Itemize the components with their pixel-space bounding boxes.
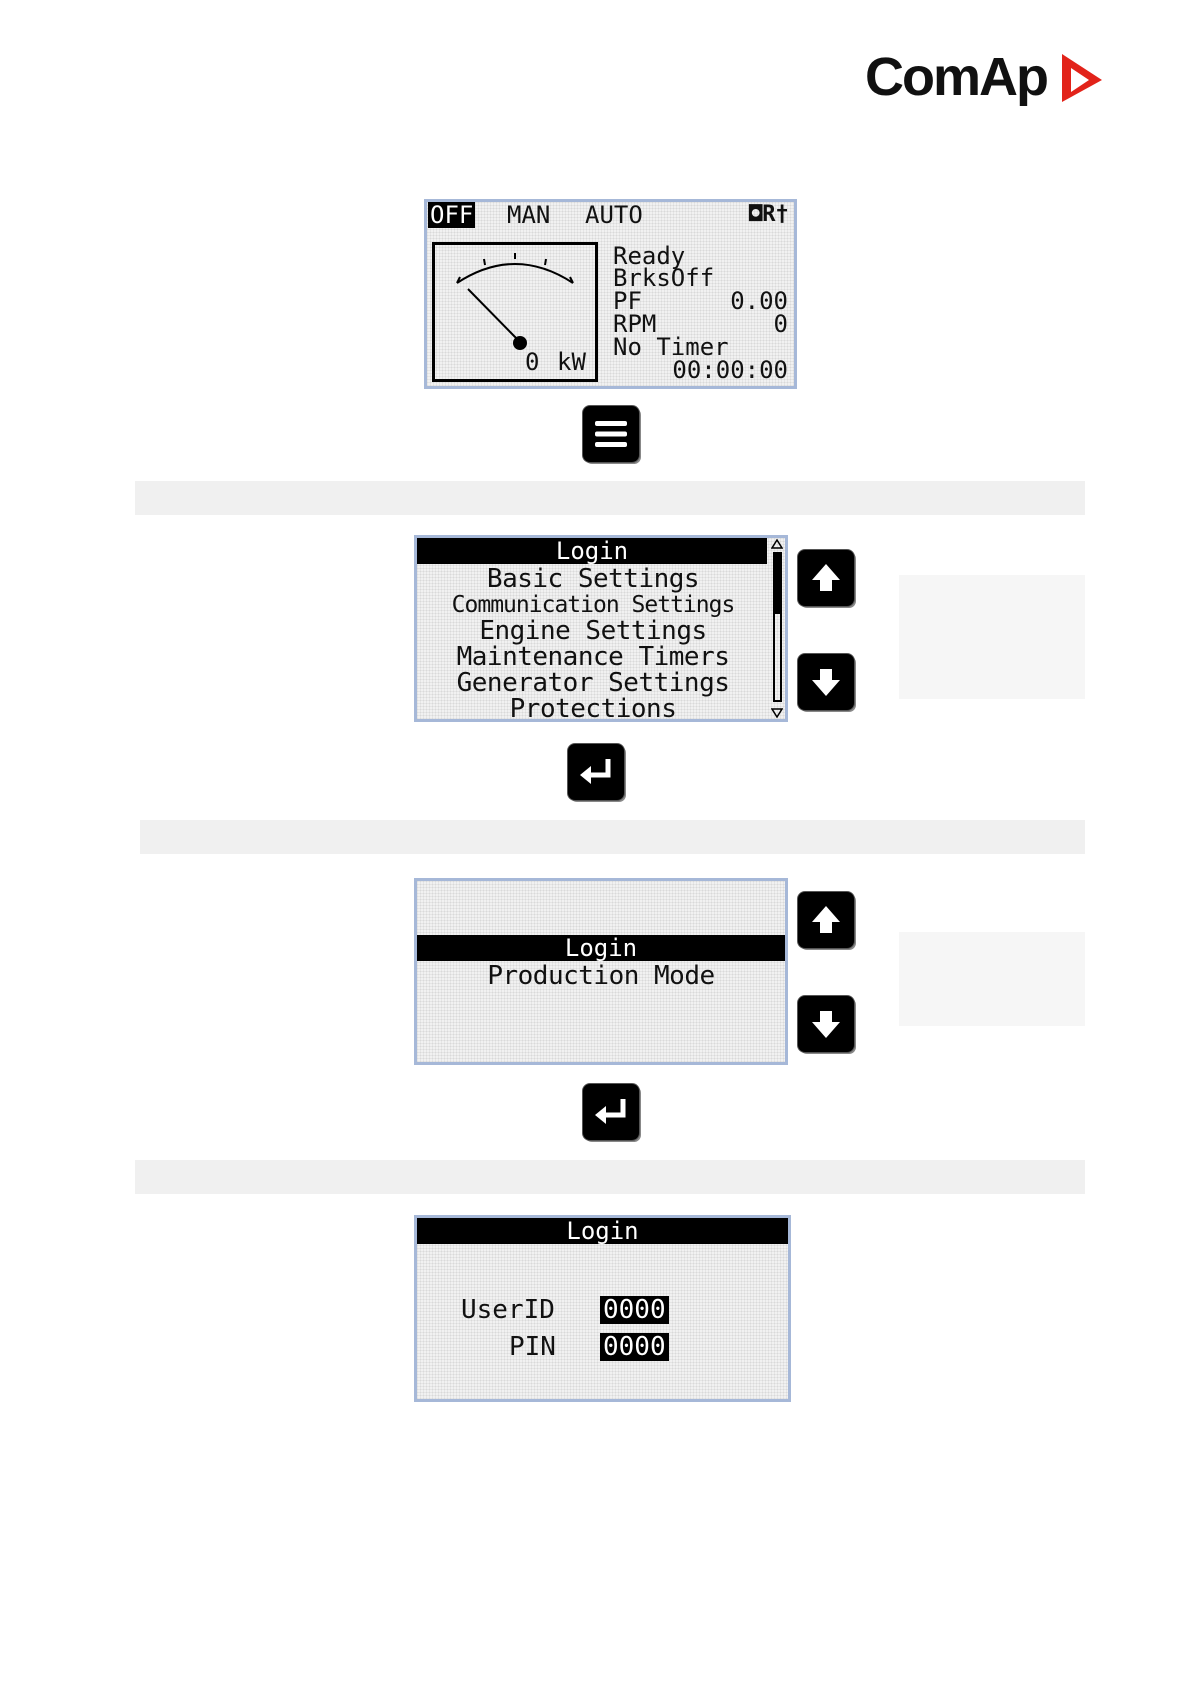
menu-item-generator-settings[interactable]: Generator Settings: [456, 668, 730, 698]
arrow-up-icon: [798, 892, 854, 948]
pf-label: PF: [613, 287, 642, 315]
enter-button[interactable]: [583, 1084, 639, 1140]
userid-label: UserID: [461, 1295, 555, 1325]
arrow-up-icon: [798, 550, 854, 606]
menu-item-basic-settings[interactable]: Basic Settings: [486, 564, 700, 594]
power-meter: [432, 242, 598, 382]
separator-band: [140, 820, 1085, 854]
submenu-title: Login: [417, 935, 785, 961]
menu-item-engine-settings[interactable]: Engine Settings: [479, 616, 707, 646]
mode-auto[interactable]: AUTO: [585, 201, 643, 229]
menu-item-production-mode[interactable]: Production Mode: [487, 961, 715, 991]
enter-icon: [568, 744, 624, 800]
login-submenu-screen: [414, 878, 788, 1065]
login-screen: [414, 1215, 791, 1402]
status-breakers: BrksOff: [613, 264, 715, 292]
down-button[interactable]: [798, 654, 854, 710]
down-button[interactable]: [798, 996, 854, 1052]
main-screen: [424, 199, 797, 389]
side-note-box: [899, 575, 1085, 699]
timer-value: 00:00:00: [672, 356, 788, 384]
arrow-down-icon: [798, 654, 854, 710]
logo-text: ComAp: [865, 47, 1047, 107]
scroll-down-icon: [771, 708, 783, 718]
arrow-down-icon: [798, 996, 854, 1052]
scrollbar[interactable]: [773, 552, 782, 702]
status-icons: ◘R†: [749, 202, 789, 227]
userid-field[interactable]: 0000: [600, 1296, 669, 1324]
comap-logo: [865, 42, 1105, 112]
enter-button[interactable]: [568, 744, 624, 800]
pin-label: PIN: [509, 1332, 556, 1362]
up-button[interactable]: [798, 550, 854, 606]
menu-button[interactable]: [583, 406, 639, 462]
rpm-label: RPM: [613, 310, 657, 338]
separator-band: [135, 1160, 1085, 1194]
side-note-box: [899, 932, 1085, 1026]
menu-item-maintenance-timers[interactable]: Maintenance Timers: [456, 642, 730, 672]
mode-off[interactable]: OFF: [430, 201, 474, 229]
menu-title: Login: [417, 538, 767, 564]
scrollbar-thumb[interactable]: [775, 554, 780, 614]
scroll-up-icon: [771, 539, 783, 549]
meter-unit: kW: [557, 348, 586, 376]
meter-value: 0: [525, 348, 540, 376]
rpm-value: 0: [773, 310, 788, 338]
logo-play-icon: [1058, 50, 1106, 106]
menu-item-protections[interactable]: Protections: [509, 694, 677, 722]
pf-value: 0.00: [730, 287, 788, 315]
status-ready: Ready: [613, 242, 686, 270]
menu-screen: [414, 535, 788, 722]
up-button[interactable]: [798, 892, 854, 948]
mode-man[interactable]: MAN: [507, 201, 551, 229]
timer-label: No Timer: [613, 333, 729, 361]
enter-icon: [583, 1084, 639, 1140]
login-title: Login: [417, 1218, 788, 1244]
pin-field[interactable]: 0000: [600, 1333, 669, 1361]
separator-band: [135, 481, 1085, 515]
menu-item-communication-settings[interactable]: Communication Settings: [451, 592, 735, 618]
menu-icon: [583, 406, 639, 462]
